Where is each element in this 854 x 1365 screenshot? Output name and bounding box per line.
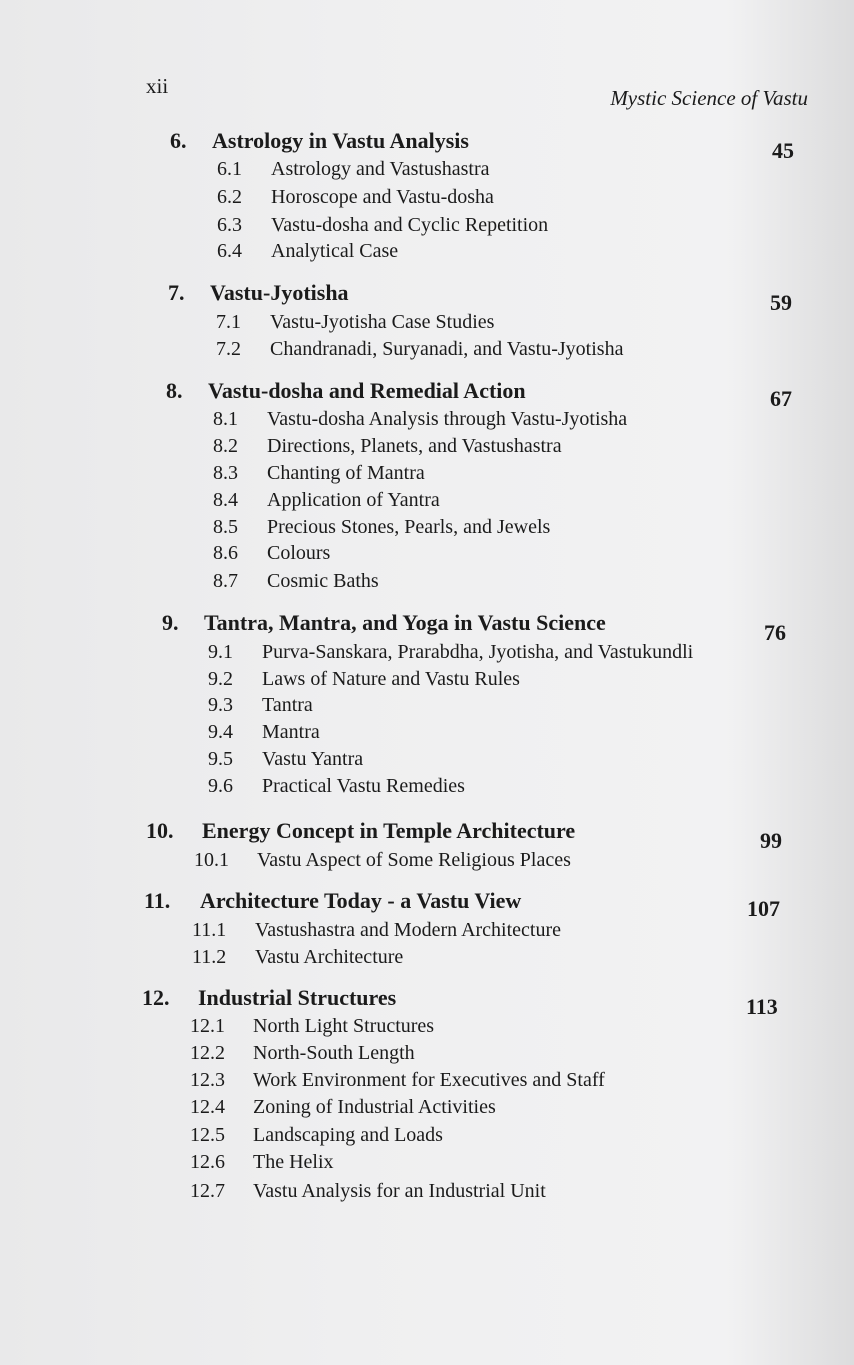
page-folio: xii [146, 74, 169, 98]
section-entry [213, 570, 379, 593]
section-title: Laws of Nature and Vastu Rules [262, 668, 520, 690]
section-entry [190, 1124, 443, 1147]
section-entry [190, 1069, 605, 1092]
chapter-number: 12. [142, 985, 170, 1010]
section-entry [190, 1151, 334, 1174]
chapter-title: Vastu-Jyotisha [210, 280, 349, 305]
chapter-number: 9. [162, 610, 179, 635]
section-entry [213, 462, 425, 485]
section-entry [213, 489, 440, 512]
section-title: Zoning of Industrial Activities [253, 1096, 496, 1118]
section-entry [208, 721, 320, 744]
section-title: Horoscope and Vastu-dosha [271, 186, 494, 208]
chapter-number: 8. [166, 378, 183, 403]
section-title: The Helix [253, 1151, 334, 1173]
section-number: 10.1 [194, 849, 229, 871]
chapter-page-number: 99 [760, 828, 782, 853]
section-entry [217, 158, 490, 181]
chapter-number: 10. [146, 818, 174, 843]
section-entry [216, 338, 623, 361]
section-number: 7.1 [216, 311, 241, 333]
section-title: Chandranadi, Suryanadi, and Vastu-Jyotisha [270, 338, 624, 360]
section-title: Colours [267, 542, 331, 564]
section-number: 6.2 [217, 186, 242, 208]
section-entry [208, 748, 363, 771]
section-title: Tantra [262, 694, 313, 716]
chapter-heading [146, 818, 575, 844]
section-title: Directions, Planets, and Vastushastra [267, 435, 562, 457]
chapter-title: Vastu-dosha and Remedial Action [208, 378, 526, 403]
chapter-page-number: 76 [764, 620, 786, 645]
section-number: 11.1 [192, 919, 227, 941]
chapter-page-number: 67 [770, 386, 792, 411]
section-number: 6.1 [217, 158, 242, 180]
section-title: Application of Yantra [267, 489, 440, 511]
chapter-heading [170, 128, 469, 154]
section-title: North-South Length [253, 1042, 415, 1064]
section-entry [208, 641, 693, 664]
section-entry [194, 849, 571, 872]
section-title: Astrology and Vastushastra [271, 158, 490, 180]
chapter-title: Energy Concept in Temple Architecture [202, 818, 576, 843]
section-entry [213, 542, 330, 565]
section-number: 12.2 [190, 1042, 225, 1064]
section-title: Vastu Analysis for an Industrial Unit [253, 1180, 546, 1202]
section-number: 8.1 [213, 408, 238, 430]
section-entry [217, 214, 548, 237]
running-title: Mystic Science of Vastu [610, 86, 808, 110]
section-entry [192, 946, 403, 969]
chapter-heading [168, 280, 349, 306]
section-number: 9.1 [208, 641, 233, 663]
section-title: Work Environment for Executives and Staff [253, 1069, 605, 1091]
section-number: 9.4 [208, 721, 233, 743]
section-number: 12.4 [190, 1096, 225, 1118]
chapter-title: Tantra, Mantra, and Yoga in Vastu Science [204, 610, 606, 635]
section-entry [190, 1180, 546, 1203]
section-entry [216, 311, 494, 334]
chapter-title: Industrial Structures [198, 985, 397, 1010]
section-entry [217, 240, 398, 263]
section-number: 6.3 [217, 214, 242, 236]
section-number: 8.7 [213, 570, 238, 592]
section-title: Vastu Aspect of Some Religious Places [257, 849, 571, 871]
chapter-number: 6. [170, 128, 187, 153]
chapter-number: 11. [144, 888, 171, 913]
section-number: 9.5 [208, 748, 233, 770]
section-entry [208, 694, 313, 717]
chapter-page-number: 107 [747, 896, 780, 921]
section-title: Analytical Case [271, 240, 399, 262]
section-entry [190, 1042, 415, 1065]
section-entry [208, 668, 520, 691]
section-entry [213, 435, 562, 458]
section-number: 12.1 [190, 1015, 225, 1037]
section-number: 8.4 [213, 489, 238, 511]
section-number: 12.3 [190, 1069, 225, 1091]
section-title: Vastu-dosha Analysis through Vastu-Jyotisha [267, 408, 628, 430]
section-number: 11.2 [192, 946, 227, 968]
section-title: Precious Stones, Pearls, and Jewels [267, 516, 551, 538]
section-title: North Light Structures [253, 1015, 435, 1037]
section-title: Vastu Yantra [262, 748, 364, 770]
section-number: 8.6 [213, 542, 238, 564]
section-title: Purva-Sanskara, Prarabdha, Jyotisha, and Vastukundli [262, 641, 694, 663]
section-entry [190, 1015, 434, 1038]
section-number: 12.5 [190, 1124, 225, 1146]
chapter-heading [166, 378, 526, 404]
section-number: 9.6 [208, 775, 233, 797]
chapter-page-number: 59 [770, 290, 792, 315]
section-title: Vastu-dosha and Cyclic Repetition [271, 214, 549, 236]
section-number: 8.3 [213, 462, 238, 484]
chapter-title: Astrology in Vastu Analysis [212, 128, 469, 153]
section-entry [217, 186, 494, 209]
section-entry [192, 919, 561, 942]
section-number: 12.7 [190, 1180, 225, 1202]
section-title: Vastushastra and Modern Architecture [255, 919, 562, 941]
chapter-page-number: 113 [746, 994, 778, 1019]
chapter-heading [144, 888, 521, 914]
chapter-page-number: 45 [772, 138, 794, 163]
section-title: Chanting of Mantra [267, 462, 425, 484]
section-number: 9.2 [208, 668, 233, 690]
section-number: 12.6 [190, 1151, 225, 1173]
chapter-title: Architecture Today - a Vastu View [200, 888, 522, 913]
section-title: Practical Vastu Remedies [262, 775, 465, 797]
section-number: 8.2 [213, 435, 238, 457]
section-number: 8.5 [213, 516, 238, 538]
section-entry [208, 775, 465, 798]
section-number: 9.3 [208, 694, 233, 716]
section-number: 6.4 [217, 240, 242, 262]
chapter-number: 7. [168, 280, 185, 305]
section-title: Cosmic Baths [267, 570, 379, 592]
section-title: Landscaping and Loads [253, 1124, 443, 1146]
section-title: Mantra [262, 721, 320, 743]
section-entry [213, 408, 627, 431]
chapter-heading [162, 610, 606, 636]
chapter-heading [142, 985, 396, 1011]
section-entry [190, 1096, 496, 1119]
section-title: Vastu-Jyotisha Case Studies [270, 311, 495, 333]
section-title: Vastu Architecture [255, 946, 404, 968]
section-number: 7.2 [216, 338, 241, 360]
section-entry [213, 516, 550, 539]
